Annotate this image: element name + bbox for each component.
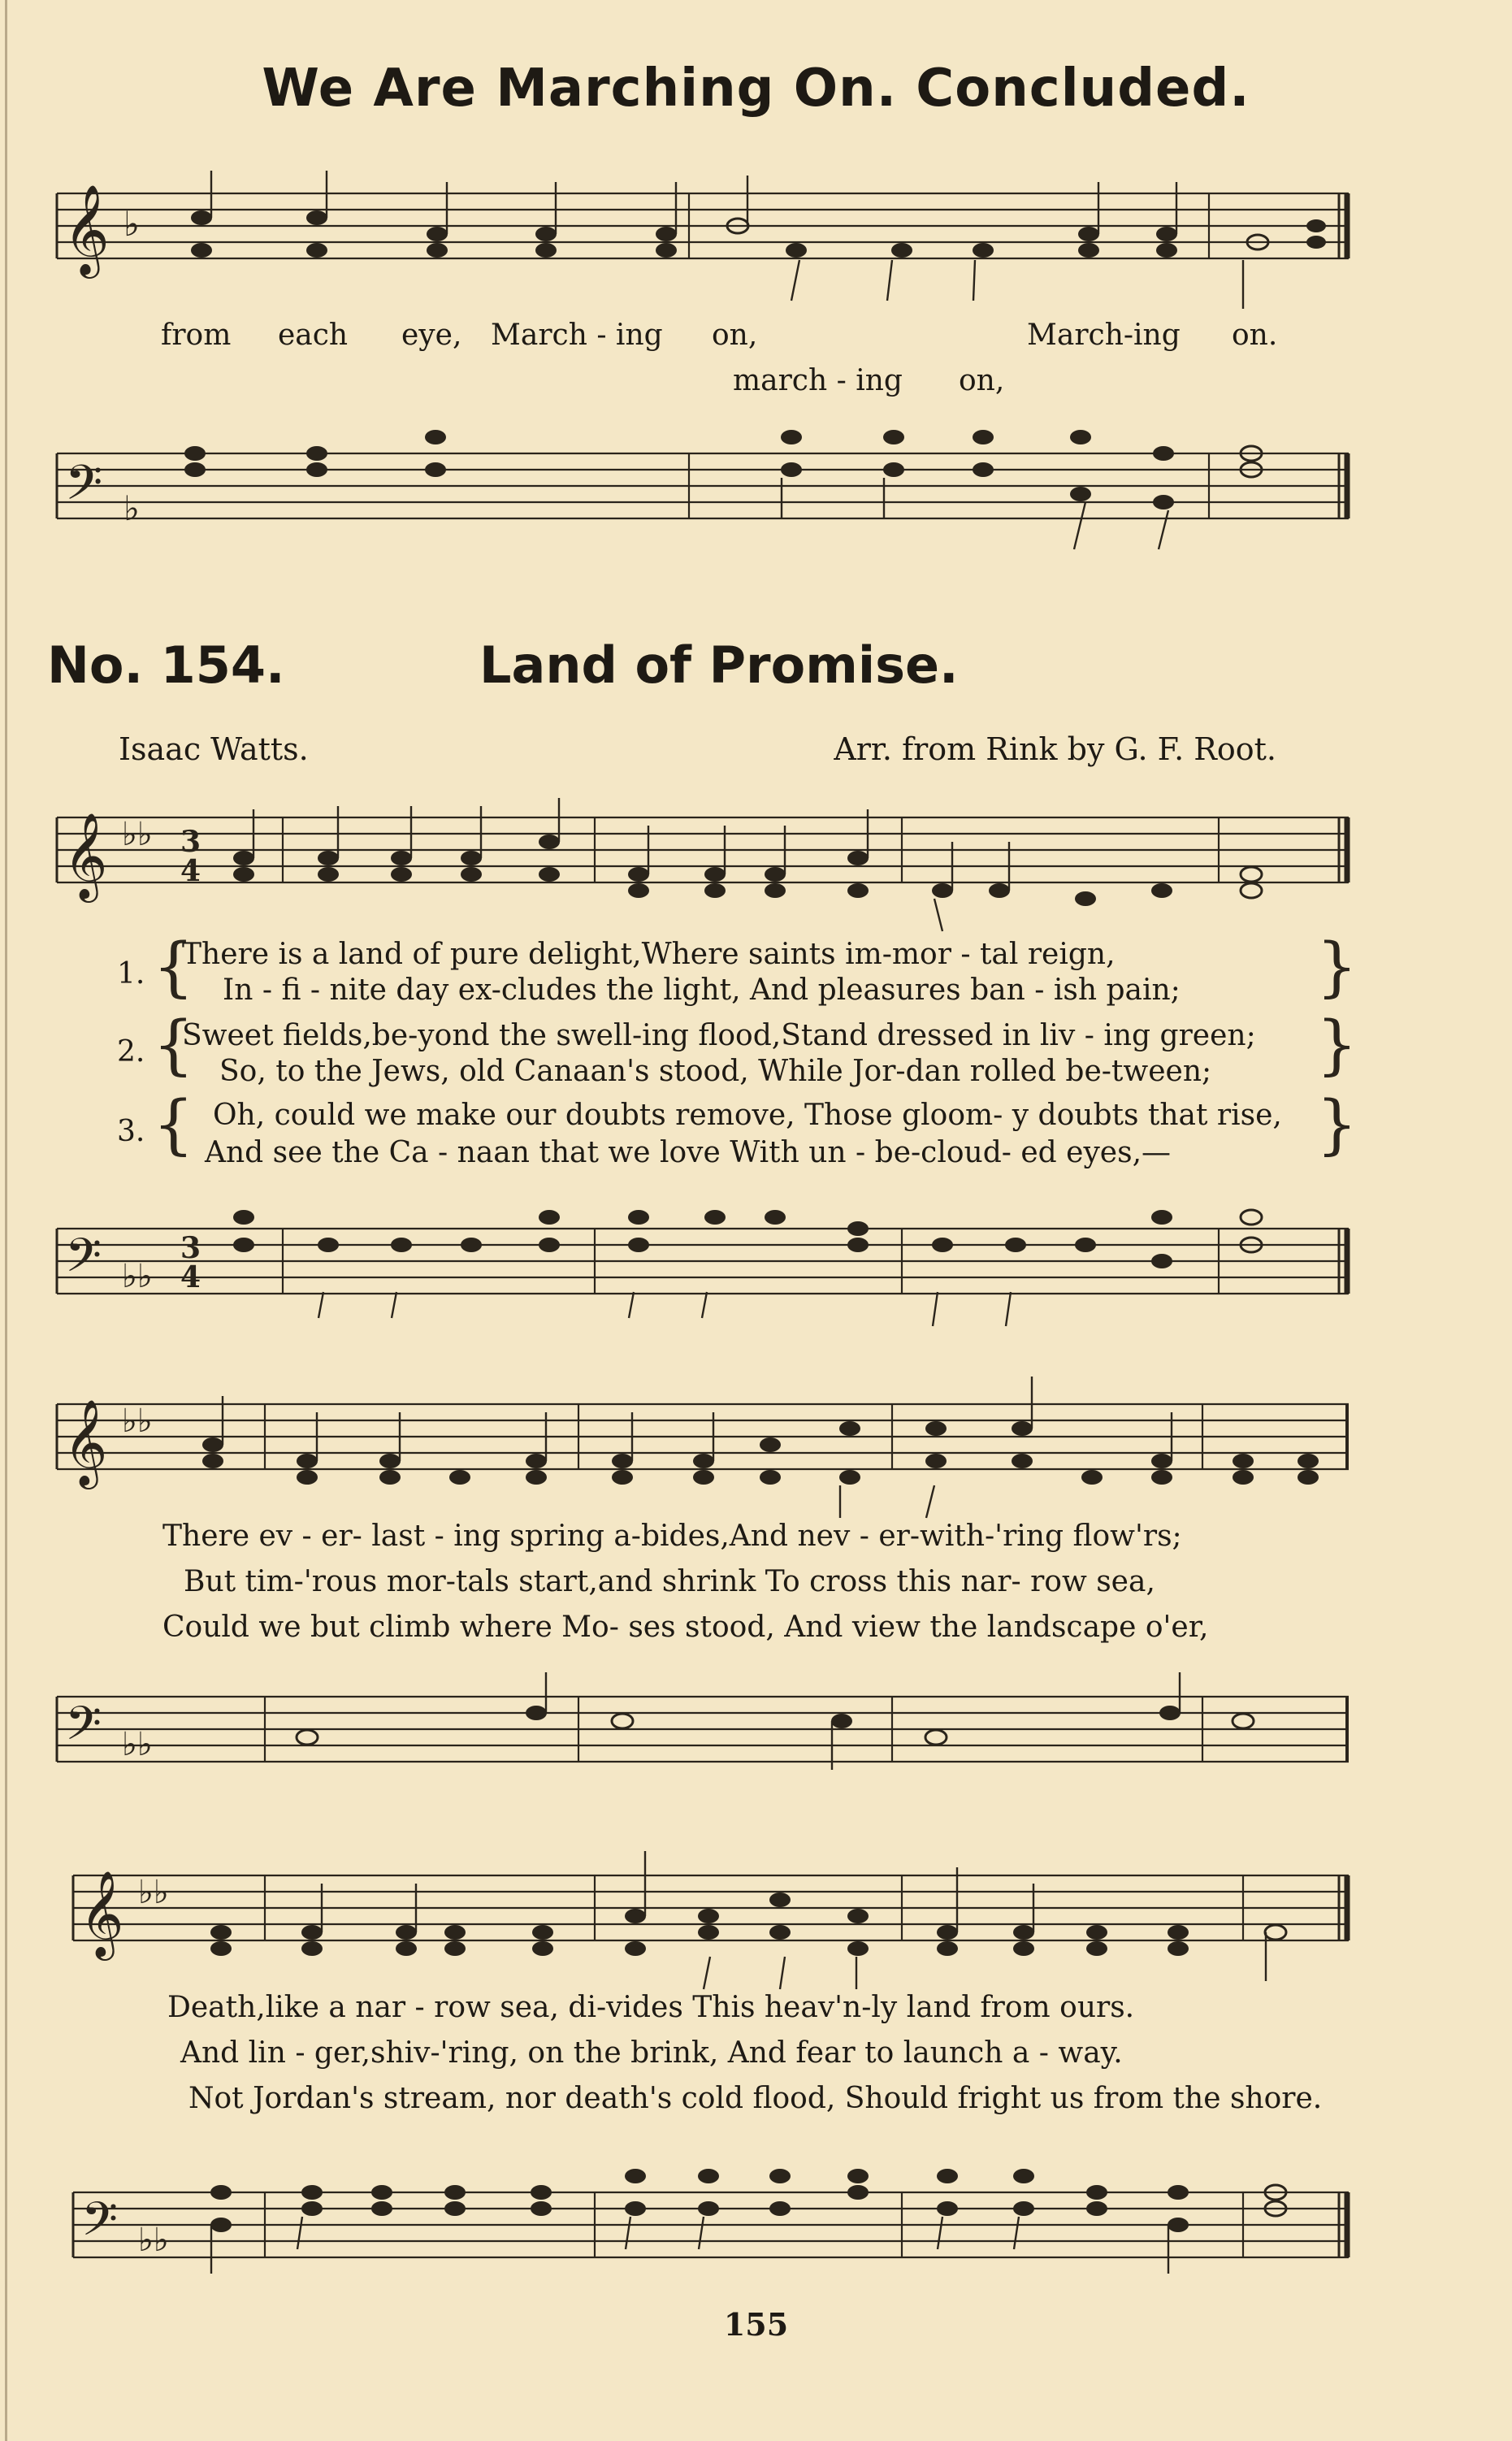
hymn-number: No. 154. (47, 635, 285, 695)
concluded-lyric-word: March - ing (491, 319, 663, 352)
verse-lyric-line: There is a land of pure delight,Where saints im-mor - tal reign, (182, 938, 1116, 971)
lyricist-credit: Isaac Watts. (119, 731, 309, 767)
concluded-lyric-word: eye, (401, 319, 462, 352)
verse-lyric-line: But tim-'rous mor-tals start,and shrink To cross this nar- row sea, (184, 1565, 1155, 1598)
svg-text:𝄢: 𝄢 (65, 454, 103, 522)
concluded-lyric-word: on, (959, 364, 1005, 397)
page-number: 155 (723, 2306, 789, 2343)
svg-text:3: 3 (180, 1231, 201, 1265)
svg-text:𝄢: 𝄢 (65, 1228, 102, 1294)
verse-lyric-line: Could we but climb where Mo- ses stood, And view the landscape o'er, (162, 1611, 1209, 1644)
verse-brace: } (1316, 1086, 1358, 1162)
svg-text:♭: ♭ (123, 204, 140, 244)
svg-text:♭♭: ♭♭ (138, 1874, 169, 1911)
verse-lyric-line: There ev - er- last - ing spring a-bides,And nev - er-with-'ring flow'rs; (162, 1520, 1182, 1553)
svg-text:♭♭: ♭♭ (122, 1258, 153, 1295)
verse-lyric-line: And see the Ca - naan that we love With un - be-cloud- ed eyes,— (205, 1136, 1172, 1169)
verse-brace: { (153, 1007, 194, 1082)
svg-text:♭♭: ♭♭ (122, 1726, 153, 1763)
svg-text:3: 3 (180, 825, 201, 859)
svg-text:4: 4 (180, 1260, 201, 1294)
svg-text:♭: ♭ (123, 488, 140, 528)
concluded-lyric-word: March-ing (1027, 319, 1181, 352)
verse-lyric-line: Death,like a nar - row sea, di-vides This heav'n-ly land from ours. (167, 1991, 1135, 2024)
bass-staff-system-1 (0, 1220, 1512, 1326)
concluded-lyric-word: each (278, 319, 349, 352)
svg-text:4: 4 (180, 854, 201, 888)
treble-staff-concluded (0, 179, 1512, 301)
verse-lyric-line: And lin - ger,shiv-'ring, on the brink, And fear to launch a - way. (180, 2036, 1123, 2070)
bass-staff-concluded (0, 445, 1512, 567)
concluded-lyric-word: march - ing (733, 364, 903, 397)
verse-lyric-line: So, to the Jews, old Canaan's stood, While Jor-dan rolled be-tween; (219, 1055, 1212, 1088)
concluded-lyric-word: from (161, 319, 232, 352)
verse-number: 2. (117, 1035, 145, 1069)
svg-text:𝄢: 𝄢 (81, 2192, 119, 2258)
svg-text:𝄞: 𝄞 (63, 1398, 108, 1485)
verse-lyric-line: In - fi - nite day ex-cludes the light, And pleasures ban - ish pain; (223, 973, 1181, 1007)
verse-number: 3. (117, 1115, 145, 1148)
verse-brace: { (153, 1086, 194, 1162)
treble-staff-system-2 (0, 1396, 1512, 1502)
svg-text:♭♭: ♭♭ (122, 816, 153, 853)
svg-text:♭♭: ♭♭ (138, 2222, 169, 2259)
svg-text:𝄞: 𝄞 (80, 1870, 124, 1957)
treble-staff-system-1 (0, 809, 1512, 915)
verse-brace: } (1316, 929, 1358, 1004)
continued-hymn-title: We Are Marching On. Concluded. (262, 59, 1250, 119)
treble-staff-system-3 (0, 1867, 1512, 1973)
verse-lyric-line: Sweet fields,be-yond the swell-ing flood,Stand dressed in liv - ing green; (182, 1019, 1256, 1052)
verse-brace: } (1316, 1007, 1358, 1082)
svg-text:𝄢: 𝄢 (65, 1696, 102, 1762)
bass-staff-system-3 (0, 2184, 1512, 2282)
verse-lyric-line: Oh, could we make our doubts remove, Those gloom- y doubts that rise, (213, 1099, 1282, 1132)
svg-text:𝄞: 𝄞 (63, 812, 108, 899)
bass-staff-system-2 (0, 1689, 1512, 1778)
arranger-credit: Arr. from Rink by G. F. Root. (834, 731, 1276, 767)
verse-brace: { (153, 929, 194, 1004)
concluded-lyric-word: on, (712, 319, 758, 352)
hymn-title: Land of Promise. (479, 635, 959, 695)
verse-number: 1. (117, 957, 145, 991)
concluded-lyric-word: on. (1232, 319, 1278, 352)
svg-text:𝄞: 𝄞 (63, 184, 110, 275)
svg-text:♭♭: ♭♭ (122, 1403, 153, 1440)
verse-lyric-line: Not Jordan's stream, nor death's cold flood, Should fright us from the shore. (188, 2082, 1323, 2115)
